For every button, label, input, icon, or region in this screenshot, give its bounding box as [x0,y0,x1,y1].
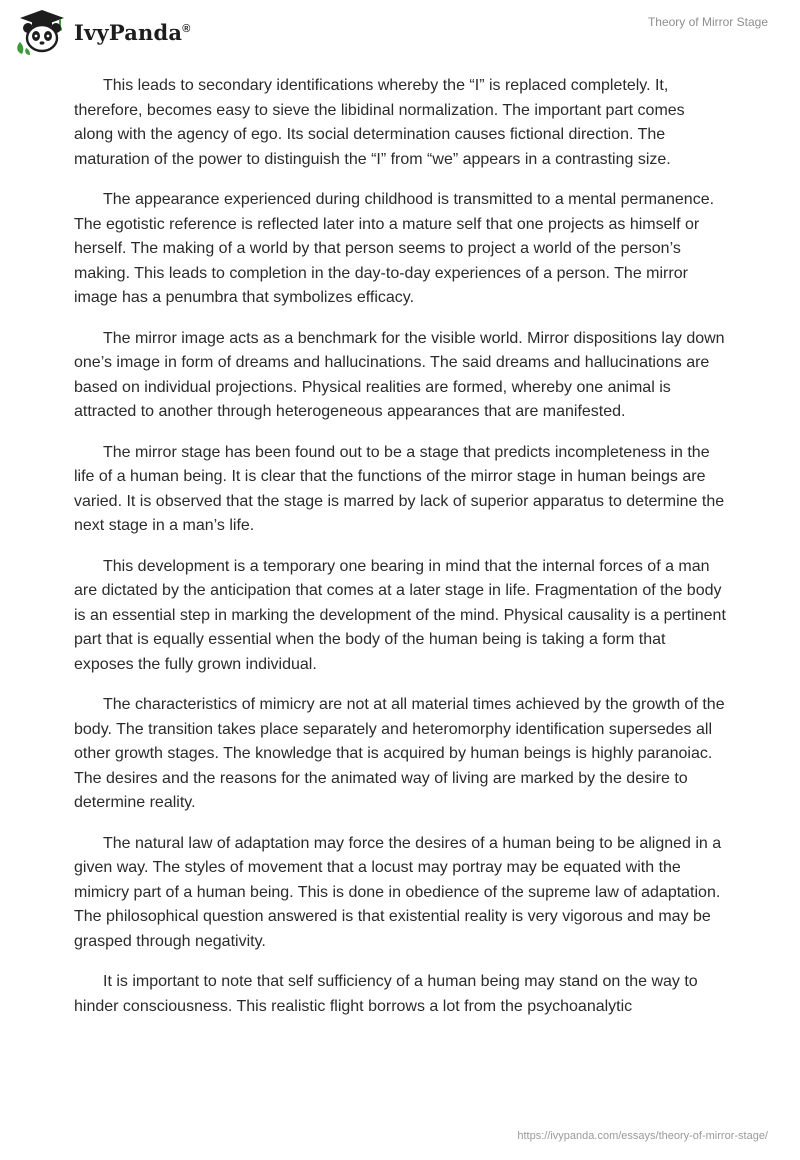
paragraph: The mirror image acts as a benchmark for the visible world. Mirror dispositions lay down one’s image in form of dreams and hallucinations. The said dreams and hallucinations are based on individual projections. Physical realities are formed, whereby one animal is attracted to another through heterogeneous appearances that are manifested. [74,329,725,420]
paragraph: This leads to secondary identifications whereby the “I” is replaced completely. It, therefore, becomes easy to sieve the libidinal normalization. The important part comes along with the agency of ego. Its social determination causes fictional direction. The maturation of the power to distinguish the “I” from “we” appears in a contrasting size. [74,77,685,168]
essay-body [74,74,726,1035]
paragraph: The appearance experienced during childhood is transmitted to a mental permanence. The egotistic reference is reflected later into a mature self that one projects as himself or herself. The making of a world by that person seems to project a world of the person’s making. This leads to completion in the day-to-day experiences of a person. The mirror image has a penumbra that symbolizes efficacy. [74,191,715,306]
source-url[interactable]: https://ivypanda.com/essays/theory-of-mirror-stage/ [517,1130,768,1142]
panda-graduate-icon [14,8,70,56]
registered-mark: ® [182,22,191,35]
paragraph: It is important to note that self sufficiency of a human being may stand on the way to hinder consciousness. This realistic flight borrows a lot from the psychoanalytic [74,973,698,1015]
brand-name: IvyPanda [74,19,183,45]
paragraph: This development is a temporary one bearing in mind that the internal forces of a man are dictated by the anticipation that comes at a later stage in life. Fragmentation of the body is an essential step in marking the development of the mind. Physical causality is a pertinent part that is equally essential when the body of the human being is taking a form that exposes the fully grown individual. [74,557,726,673]
ivypanda-logo[interactable] [14,8,191,56]
document-title: Theory of Mirror Stage [647,15,768,29]
page-header [0,0,800,60]
paragraph: The natural law of adaptation may force the desires of a human being to be aligned in a given way. The styles of movement that a locust may portray may be equated with the mimicry part of a human being. This is done in obedience of the supreme law of adaptation. The philosophical question answered is that existential reality is very vigorous and may be grasped through negativity. [74,834,722,950]
paragraph: The mirror stage has been found out to be a stage that predicts incompleteness in the life of a human being. It is clear that the functions of the mirror stage in human beings are varied. It is observed that the stage is marred by lack of superior apparatus to determine the next stage in a man’s life. [74,443,725,534]
paragraph: The characteristics of mimicry are not at all material times achieved by the growth of the body. The transition takes place separately and heteromorphy identification supersedes all other growth stages. The knowledge that is acquired by human beings is highly paranoiac. The desires and the reasons for the animated way of living are marked by the desire to determine reality. [74,696,725,811]
